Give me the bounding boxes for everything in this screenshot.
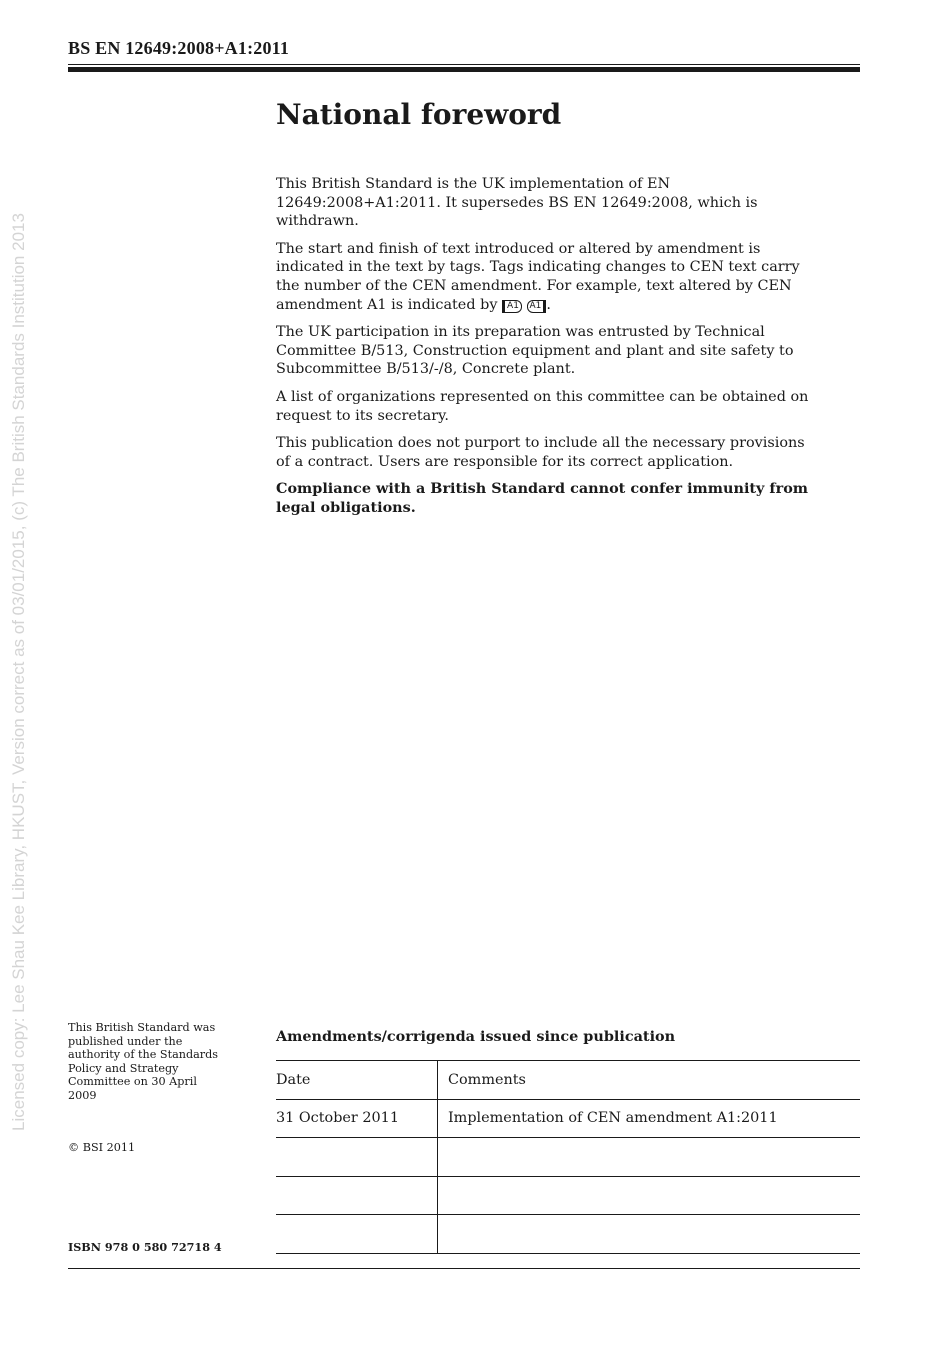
table-cell-comment	[438, 1215, 861, 1254]
paragraph-implementation: This British Standard is the UK implementation of EN 12649:2008+A1:2011. It supersedes BS EN 12649:2008, which is withdrawn.	[276, 176, 758, 230]
amendments-heading: Amendments/corrigenda issued since publication	[276, 1028, 676, 1045]
isbn: ISBN 978 0 580 72718 4	[68, 1240, 222, 1254]
column-header-comments: Comments	[438, 1061, 861, 1100]
paragraph-compliance: Compliance with a British Standard cannot confer immunity from legal obligations.	[276, 480, 809, 516]
paragraph-contract: This publication does not purport to include all the necessary provisions of a contract. Users are responsible for its correct application.	[276, 435, 805, 470]
footer-rule	[68, 1268, 860, 1269]
table-row	[276, 1176, 860, 1215]
copyright-notice: © BSI 2011	[68, 1141, 136, 1154]
table-cell-date	[276, 1176, 438, 1215]
document-code: BS EN 12649:2008+A1:2011	[68, 38, 290, 58]
column-header-date: Date	[276, 1061, 438, 1100]
amendments-table	[276, 1060, 860, 1254]
table-cell-comment: Implementation of CEN amendment A1:2011	[438, 1099, 861, 1138]
table-row	[276, 1138, 860, 1177]
table-cell-comment	[438, 1138, 861, 1177]
paragraph-tags-end: .	[546, 296, 551, 313]
amendment-open-tag-icon: A1	[502, 300, 522, 313]
header-rule-thin	[68, 64, 860, 65]
table-cell-date	[276, 1215, 438, 1254]
paragraph-committee: The UK participation in its preparation was entrusted by Technical Committee B/513, Construction equipment and plant and site safety to Subcommittee B/513/-/8, Concrete plant.	[276, 324, 794, 378]
table-cell-comment	[438, 1176, 861, 1215]
table-row	[276, 1099, 860, 1138]
foreword-body	[276, 175, 816, 527]
table-header-row	[276, 1061, 860, 1100]
table-cell-date	[276, 1138, 438, 1177]
table-row	[276, 1215, 860, 1254]
header-rule-thick	[68, 67, 860, 72]
paragraph-tags-text: The start and finish of text introduced or altered by amendment is indicated in the text by tags. Tags indicating changes to CEN text carry the number of the CEN amendment. For example, text altered by CEN amendment A1 is indicated by	[276, 240, 800, 313]
publication-note: This British Standard was published under the authority of the Standards Policy and Strategy Committee on 30 April 2009	[68, 1021, 219, 1102]
page-title: National foreword	[276, 98, 562, 131]
license-watermark: Licensed copy: Lee Shau Kee Library, HKUST, Version correct as of 03/01/2015, (c) The British Standards Institution 2013	[9, 213, 28, 1131]
table-cell-date: 31 October 2011	[276, 1099, 438, 1138]
paragraph-organizations: A list of organizations represented on this committee can be obtained on request to its secretary.	[276, 388, 809, 424]
paragraph-tags	[276, 240, 816, 314]
amendment-close-tag-icon: A1	[527, 300, 547, 313]
